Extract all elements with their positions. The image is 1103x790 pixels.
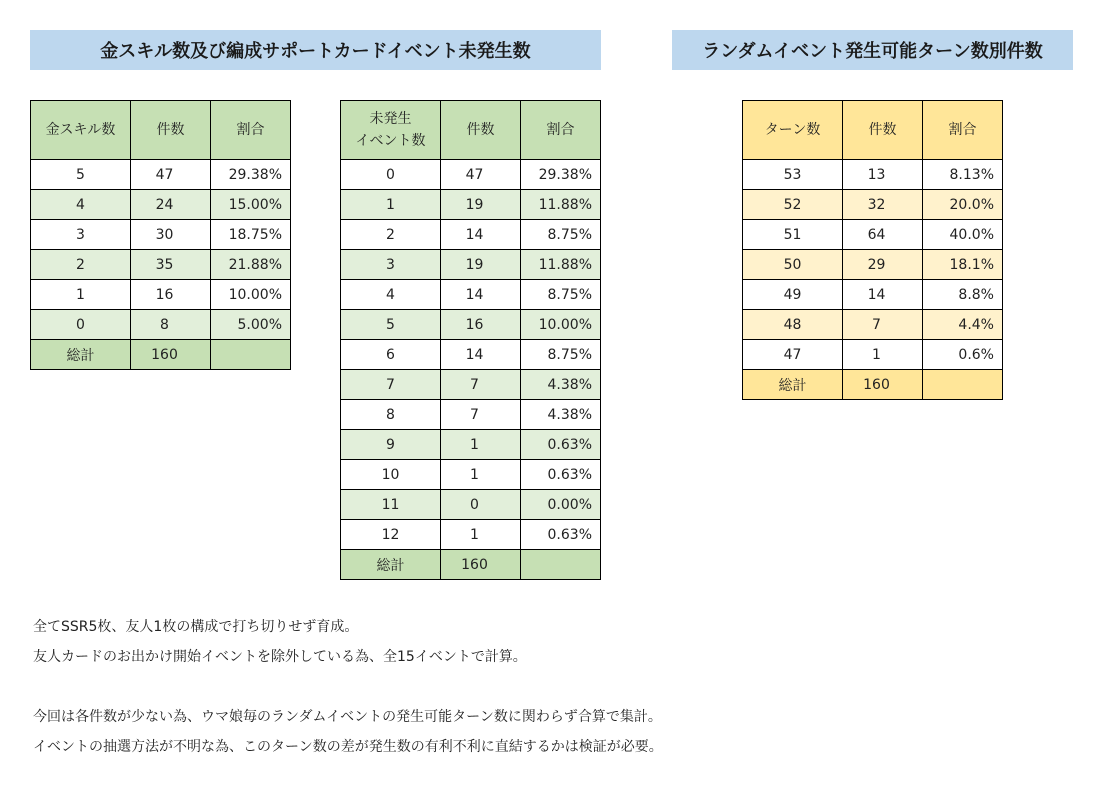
table-row — [341, 340, 601, 370]
table-row — [743, 310, 1003, 340]
table-cell: 20.0% — [923, 190, 1003, 220]
table-cell: 10 — [341, 460, 441, 490]
table-row — [341, 310, 601, 340]
table-row — [341, 370, 601, 400]
table-cell: 14 — [441, 220, 521, 250]
table-cell: 15.00% — [211, 190, 291, 220]
table-row — [31, 190, 291, 220]
table-cell: 9 — [341, 430, 441, 460]
column-header: 金スキル数 — [31, 101, 131, 160]
table-row — [341, 190, 601, 220]
table-cell: 5 — [341, 310, 441, 340]
header-row — [743, 101, 1003, 160]
title-banner-right — [672, 30, 1073, 70]
unoccurred-events-table — [340, 100, 601, 580]
table-cell: 40.0% — [923, 220, 1003, 250]
table-cell: 0 — [31, 310, 131, 340]
table-cell: 29 — [843, 250, 923, 280]
column-header: ターン数 — [743, 101, 843, 160]
table-cell: 1 — [341, 190, 441, 220]
table-cell: 8.8% — [923, 280, 1003, 310]
table-cell: 10.00% — [521, 310, 601, 340]
table-cell: 8.75% — [521, 220, 601, 250]
table-cell: 24 — [131, 190, 211, 220]
table-cell: 1 — [441, 520, 521, 550]
table-cell: 47 — [131, 160, 211, 190]
total-row — [743, 370, 1003, 400]
table-cell: 16 — [441, 310, 521, 340]
table-cell: 3 — [341, 250, 441, 280]
table-cell: 5 — [31, 160, 131, 190]
table-cell: 0.63% — [521, 520, 601, 550]
note-line: 今回は各件数が少ない為、ウマ娘毎のランダムイベントの発生可能ターン数に関わらず合算で集計。 — [33, 709, 662, 725]
table-cell: 4.4% — [923, 310, 1003, 340]
table-row — [31, 250, 291, 280]
table-cell: 0.6% — [923, 340, 1003, 370]
column-header: 割合 — [521, 101, 601, 160]
column-header: 件数 — [131, 101, 211, 160]
table-cell: 8.75% — [521, 340, 601, 370]
table-row — [341, 490, 601, 520]
table-cell: 0 — [441, 490, 521, 520]
table-cell: 18.1% — [923, 250, 1003, 280]
total-row — [341, 550, 601, 580]
table-cell: 14 — [843, 280, 923, 310]
table-cell: 0.00% — [521, 490, 601, 520]
table-cell: 30 — [131, 220, 211, 250]
header-row — [31, 101, 291, 160]
table-cell: 3 — [31, 220, 131, 250]
table-cell: 53 — [743, 160, 843, 190]
table-row — [743, 250, 1003, 280]
table-cell: 52 — [743, 190, 843, 220]
table-cell: 64 — [843, 220, 923, 250]
note-line: 全てSSR5枚、友人1枚の構成で打ち切りせず育成。 — [33, 619, 359, 635]
total-cell: 160 — [441, 550, 521, 580]
table-cell: 50 — [743, 250, 843, 280]
table-cell: 1 — [441, 460, 521, 490]
table-cell: 12 — [341, 520, 441, 550]
table-row — [341, 280, 601, 310]
table-cell: 4 — [31, 190, 131, 220]
table-cell: 16 — [131, 280, 211, 310]
table-cell: 32 — [843, 190, 923, 220]
table-cell: 1 — [31, 280, 131, 310]
title-banner-left — [30, 30, 601, 70]
header-row — [341, 101, 601, 160]
table-cell: 4.38% — [521, 370, 601, 400]
note-line — [33, 672, 663, 702]
table-cell: 11.88% — [521, 190, 601, 220]
total-cell — [211, 340, 291, 370]
table-row — [743, 160, 1003, 190]
table-cell: 8 — [131, 310, 211, 340]
table-cell: 47 — [441, 160, 521, 190]
table-row — [743, 220, 1003, 250]
table-cell: 5.00% — [211, 310, 291, 340]
table-cell: 7 — [441, 370, 521, 400]
table-cell: 7 — [441, 400, 521, 430]
column-header: 割合 — [211, 101, 291, 160]
table-cell: 47 — [743, 340, 843, 370]
table-cell: 8.13% — [923, 160, 1003, 190]
table-row — [31, 310, 291, 340]
table-cell: 13 — [843, 160, 923, 190]
title-right: ランダムイベント発生可能ターン数別件数 — [702, 41, 1043, 62]
table-cell: 29.38% — [211, 160, 291, 190]
column-header: 件数 — [843, 101, 923, 160]
table-cell: 7 — [341, 370, 441, 400]
table-cell: 8.75% — [521, 280, 601, 310]
table-cell: 4 — [341, 280, 441, 310]
note-line: イベントの抽選方法が不明な為、このターン数の差が発生数の有利不利に直結するかは検証が必要。 — [33, 739, 663, 755]
table-cell: 1 — [441, 430, 521, 460]
table-row — [341, 220, 601, 250]
table-cell: 0.63% — [521, 460, 601, 490]
notes — [33, 612, 663, 762]
table-cell: 4.38% — [521, 400, 601, 430]
table-row — [341, 460, 601, 490]
note-line: 友人カードのお出かけ開始イベントを除外している為、全15イベントで計算。 — [33, 649, 527, 665]
title-left: 金スキル数及び編成サポートカードイベント未発生数 — [100, 41, 531, 62]
table-row — [743, 280, 1003, 310]
total-row — [31, 340, 291, 370]
total-cell: 総計 — [341, 550, 441, 580]
table-cell: 18.75% — [211, 220, 291, 250]
table-row — [341, 250, 601, 280]
table-cell: 0 — [341, 160, 441, 190]
gold-skill-table — [30, 100, 291, 370]
column-header: 件数 — [441, 101, 521, 160]
table-cell: 14 — [441, 340, 521, 370]
table-cell: 29.38% — [521, 160, 601, 190]
table-cell: 11 — [341, 490, 441, 520]
table-cell: 21.88% — [211, 250, 291, 280]
total-cell: 総計 — [743, 370, 843, 400]
table-row — [341, 520, 601, 550]
column-header: 割合 — [923, 101, 1003, 160]
table-cell: 2 — [341, 220, 441, 250]
table-cell: 14 — [441, 280, 521, 310]
table-cell: 48 — [743, 310, 843, 340]
table-cell: 35 — [131, 250, 211, 280]
table-cell: 2 — [31, 250, 131, 280]
table-cell: 7 — [843, 310, 923, 340]
total-cell: 総計 — [31, 340, 131, 370]
table-row — [341, 400, 601, 430]
table-cell: 11.88% — [521, 250, 601, 280]
table-row — [31, 160, 291, 190]
table-cell: 51 — [743, 220, 843, 250]
table-cell: 1 — [843, 340, 923, 370]
turn-count-table — [742, 100, 1003, 400]
table-row — [31, 220, 291, 250]
table-row — [743, 190, 1003, 220]
total-cell: 160 — [131, 340, 211, 370]
total-cell — [923, 370, 1003, 400]
table-row — [743, 340, 1003, 370]
table-cell: 0.63% — [521, 430, 601, 460]
table-row — [341, 430, 601, 460]
table-row — [341, 160, 601, 190]
table-cell: 49 — [743, 280, 843, 310]
table-cell: 19 — [441, 190, 521, 220]
table-cell: 6 — [341, 340, 441, 370]
total-cell: 160 — [843, 370, 923, 400]
table-cell: 10.00% — [211, 280, 291, 310]
table-cell: 19 — [441, 250, 521, 280]
table-row — [31, 280, 291, 310]
column-header: 未発生 イベント数 — [341, 101, 441, 160]
table-cell: 8 — [341, 400, 441, 430]
total-cell — [521, 550, 601, 580]
